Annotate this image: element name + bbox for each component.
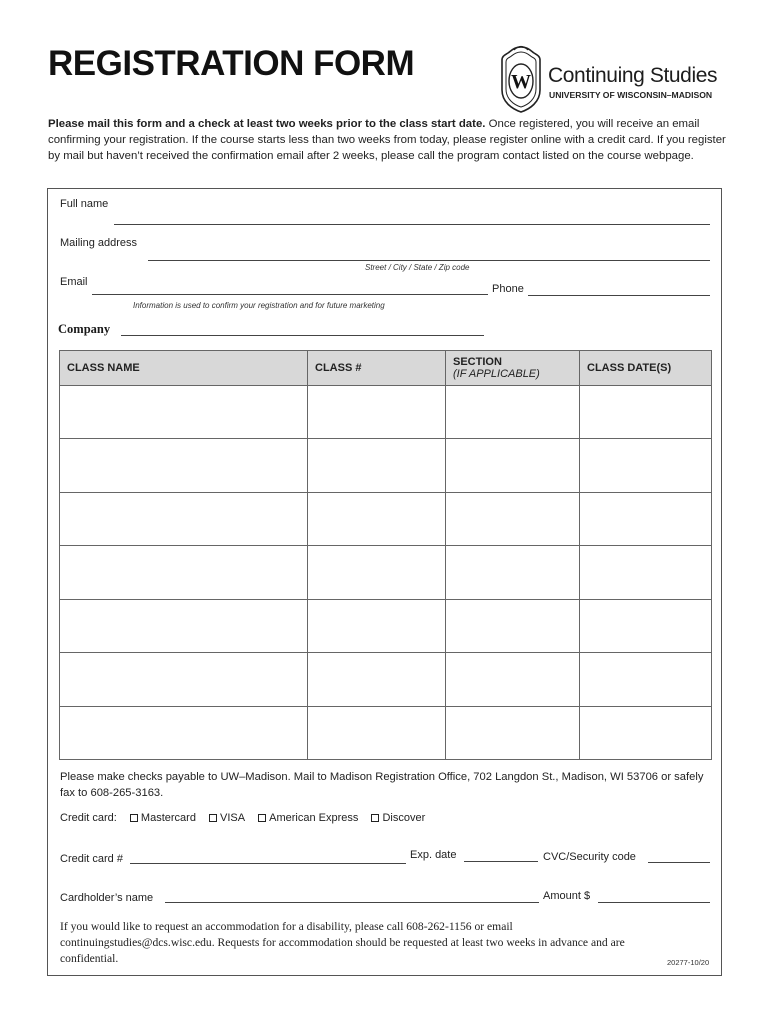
header-section-note: (IF APPLICABLE) — [453, 368, 540, 380]
full-name-label: Full name — [60, 198, 109, 210]
checks-note: Please make checks payable to UW–Madison. Mail to Madison Registration Office, 702 Langdon St., Madison, WI 53706 or safely fax to 608-265-3163. — [60, 771, 704, 799]
class-number-cell[interactable] — [308, 546, 446, 599]
table-row — [60, 546, 712, 599]
class-name-cell[interactable] — [60, 706, 308, 759]
section-cell[interactable] — [446, 386, 580, 439]
table-row — [60, 599, 712, 652]
class-number-cell[interactable] — [308, 706, 446, 759]
class-dates-cell[interactable] — [580, 653, 712, 706]
option-visa-label: VISA — [220, 812, 246, 824]
header-class-name: CLASS NAME — [60, 351, 308, 386]
option-discover[interactable] — [371, 812, 425, 824]
header-class-dates: CLASS DATE(S) — [580, 351, 712, 386]
amount-label: Amount $ — [543, 890, 591, 902]
table-row — [60, 492, 712, 545]
checkbox-icon[interactable] — [258, 814, 266, 822]
card-number-field[interactable] — [130, 863, 406, 864]
table-row — [60, 386, 712, 439]
class-dates-cell[interactable] — [580, 706, 712, 759]
option-mastercard[interactable] — [130, 812, 196, 824]
uw-continuing-studies-logo — [498, 44, 730, 116]
phone-field[interactable] — [528, 295, 710, 296]
company-label: Company — [58, 322, 111, 336]
email-label: Email — [60, 276, 88, 288]
amount-field[interactable] — [598, 902, 710, 903]
email-hint: Information is used to confirm your registration and for future marketing — [133, 301, 385, 310]
checkbox-icon[interactable] — [130, 814, 138, 822]
class-name-cell[interactable] — [60, 439, 308, 492]
class-dates-cell[interactable] — [580, 599, 712, 652]
class-number-cell[interactable] — [308, 386, 446, 439]
cardholder-field[interactable] — [165, 902, 539, 903]
instructions-bold: Please mail this form and a check at least two weeks prior to the class start date. — [48, 118, 486, 130]
accommodation-note: If you would like to request an accommodation for a disability, please call 608-262-1156 or email continuingstudies@dcs.wisc.edu. Requests for accommodation should be requested at least two weeks in advance and are confidential. — [60, 920, 625, 965]
class-table-body — [60, 386, 712, 760]
cardholder-label: Cardholder’s name — [60, 892, 154, 904]
section-cell[interactable] — [446, 439, 580, 492]
header-section — [446, 351, 580, 386]
option-american-express[interactable] — [258, 812, 358, 824]
header-class-number: CLASS # — [308, 351, 446, 386]
instructions-paragraph — [48, 116, 732, 164]
class-name-cell[interactable] — [60, 546, 308, 599]
checkbox-icon[interactable] — [209, 814, 217, 822]
section-cell[interactable] — [446, 546, 580, 599]
class-dates-cell[interactable] — [580, 386, 712, 439]
class-dates-cell[interactable] — [580, 546, 712, 599]
section-cell[interactable] — [446, 599, 580, 652]
class-number-cell[interactable] — [308, 492, 446, 545]
mailing-address-label: Mailing address — [60, 237, 138, 249]
class-table — [59, 350, 712, 760]
logo-subtitle: UNIVERSITY OF WISCONSIN–MADISON — [549, 90, 713, 100]
class-dates-cell[interactable] — [580, 439, 712, 492]
table-row — [60, 653, 712, 706]
class-number-cell[interactable] — [308, 439, 446, 492]
class-number-cell[interactable] — [308, 599, 446, 652]
section-cell[interactable] — [446, 706, 580, 759]
page-title: REGISTRATION FORM — [48, 44, 415, 83]
table-row — [60, 439, 712, 492]
exp-date-field[interactable] — [464, 861, 538, 862]
credit-card-row — [60, 812, 435, 824]
option-discover-label: Discover — [382, 812, 426, 824]
card-number-label: Credit card # — [60, 853, 123, 865]
credit-card-label: Credit card: — [60, 812, 117, 824]
class-number-cell[interactable] — [308, 653, 446, 706]
checkbox-icon[interactable] — [371, 814, 379, 822]
option-amex-label: American Express — [269, 812, 359, 824]
email-field[interactable] — [92, 294, 488, 295]
section-cell[interactable] — [446, 492, 580, 545]
section-cell[interactable] — [446, 653, 580, 706]
class-name-cell[interactable] — [60, 653, 308, 706]
full-name-field[interactable] — [114, 224, 710, 225]
class-name-cell[interactable] — [60, 492, 308, 545]
company-field[interactable] — [121, 335, 484, 336]
option-visa[interactable] — [209, 812, 245, 824]
header-section-label: SECTION — [453, 356, 502, 368]
mailing-address-field[interactable] — [148, 260, 710, 261]
crest-letter: W — [511, 71, 531, 93]
class-dates-cell[interactable] — [580, 492, 712, 545]
exp-date-label: Exp. date — [410, 849, 457, 861]
logo-name: Continuing Studies — [548, 64, 718, 87]
instructions-text: Once registered, you will receive an email confirming your registration. If the course starts less than two weeks from today, please register online with a credit card. If you register by mail but haven’t received the confirmation email after 2 weeks, please call the program contact listed on the course webpage. — [48, 118, 726, 162]
cvc-field[interactable] — [648, 862, 710, 863]
class-name-cell[interactable] — [60, 599, 308, 652]
option-mastercard-label: Mastercard — [140, 812, 196, 824]
address-hint: Street / City / State / Zip code — [365, 263, 470, 272]
table-header-row — [60, 351, 712, 386]
form-code: 20277-10/20 — [667, 958, 710, 967]
table-row — [60, 706, 712, 759]
phone-label: Phone — [492, 283, 524, 295]
class-name-cell[interactable] — [60, 386, 308, 439]
cvc-label: CVC/Security code — [543, 851, 636, 863]
